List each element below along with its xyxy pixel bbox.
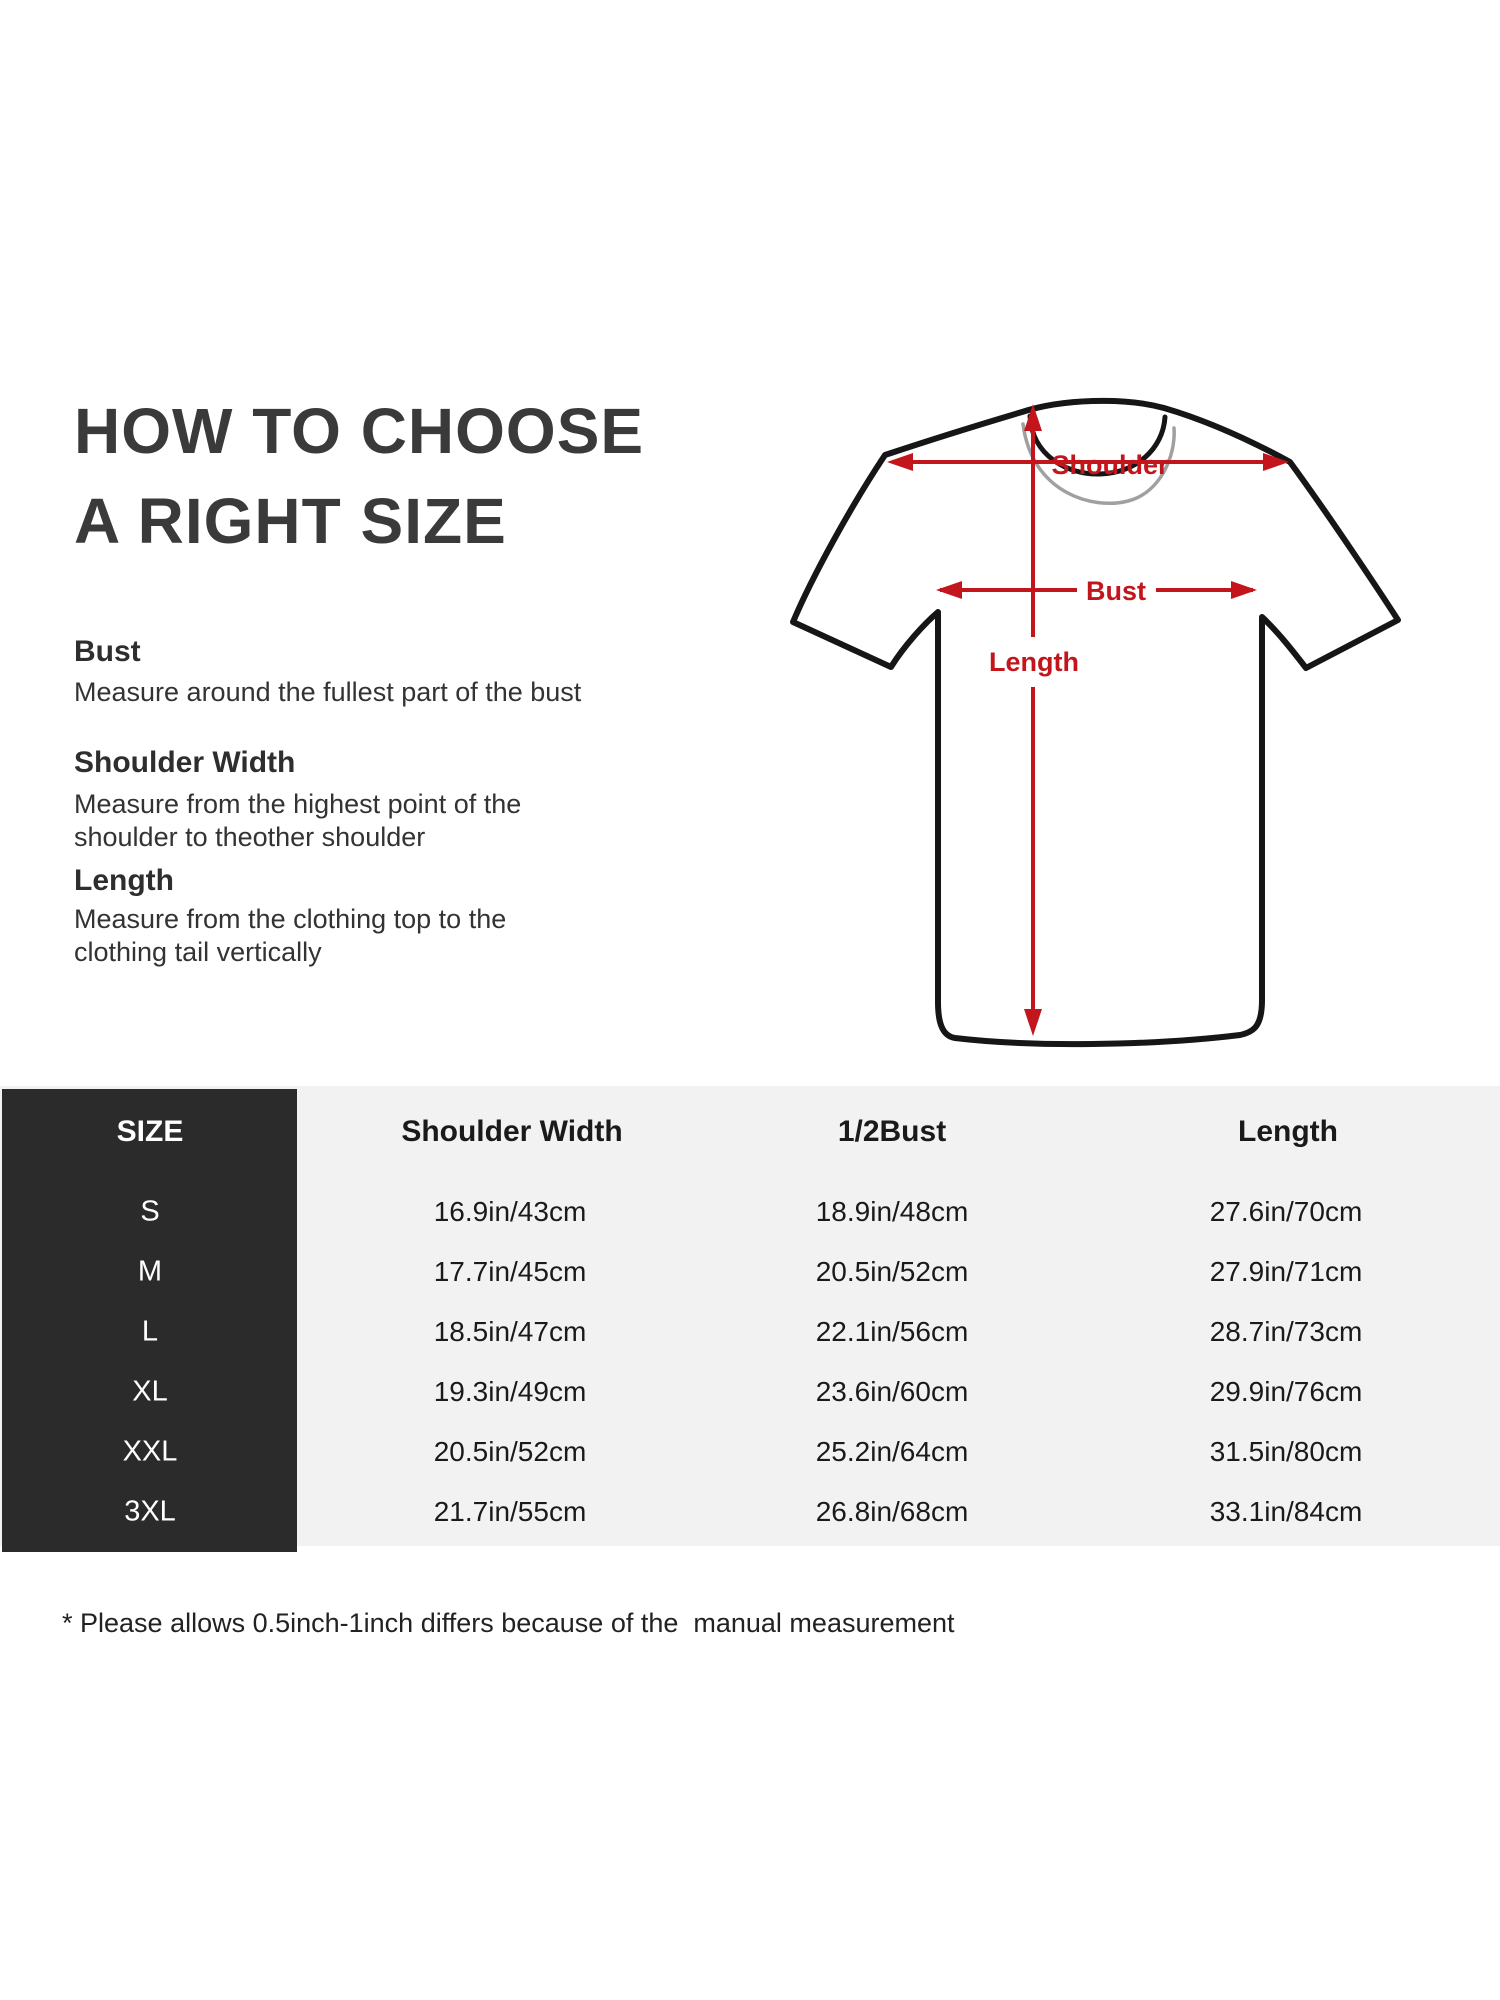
bust-section-heading: Bust: [74, 635, 141, 668]
measurement-disclaimer: * Please allows 0.5inch-1inch differs because of the manual measurement: [62, 1608, 955, 1638]
length-section-text-line-2: clothing tail vertically: [74, 937, 322, 967]
size-table-header-shoulder-width: Shoulder Width: [401, 1115, 623, 1148]
tshirt-measurement-diagram: [560, 295, 1460, 1085]
page-title-line-2: A RIGHT SIZE: [74, 485, 507, 557]
page-title-line-1: HOW TO CHOOSE: [74, 395, 645, 467]
size-table-header-length: Length: [1238, 1115, 1338, 1148]
size-table-row-xxl-shoulder: 20.5in/52cm: [433, 1436, 587, 1467]
size-table-row-l-shoulder: 18.5in/47cm: [433, 1316, 587, 1347]
size-table-row-xxl-length: 31.5in/80cm: [1209, 1436, 1363, 1467]
size-table-row-xl-shoulder: 19.3in/49cm: [433, 1376, 587, 1407]
size-table-header-half-bust: 1/2Bust: [837, 1115, 947, 1148]
size-table-row-l-bust: 22.1in/56cm: [815, 1316, 969, 1347]
size-table-row-l-label: L: [141, 1315, 159, 1348]
size-table-row-3xl-length: 33.1in/84cm: [1209, 1496, 1363, 1527]
size-table-row-m-bust: 20.5in/52cm: [815, 1256, 969, 1287]
size-table-row-xl-bust: 23.6in/60cm: [815, 1376, 969, 1407]
size-table-row-m-shoulder: 17.7in/45cm: [433, 1256, 587, 1287]
size-table-row-s-shoulder: 16.9in/43cm: [433, 1196, 587, 1227]
size-table-row-3xl-bust: 26.8in/68cm: [815, 1496, 969, 1527]
bust-section-text: Measure around the fullest part of the bust: [74, 677, 582, 707]
size-table-row-3xl-label: 3XL: [124, 1495, 176, 1528]
size-table-row-s-bust: 18.9in/48cm: [815, 1196, 969, 1227]
length-measure-label: Length: [989, 647, 1079, 677]
size-table-row-xxl-label: XXL: [122, 1435, 178, 1468]
size-table-row-s-label: S: [140, 1195, 160, 1228]
length-section-heading: Length: [74, 864, 174, 897]
shoulder-width-section-text-line-2: shoulder to theother shoulder: [74, 822, 426, 852]
size-table-row-3xl-shoulder: 21.7in/55cm: [433, 1496, 587, 1527]
length-section-text-line-1: Measure from the clothing top to the: [74, 904, 507, 934]
size-table-row-m-label: M: [137, 1255, 163, 1288]
tshirt-outline: [793, 401, 1398, 1044]
size-table-header-size: SIZE: [116, 1115, 184, 1148]
size-table-row-xl-label: XL: [132, 1375, 168, 1408]
size-table-row-l-length: 28.7in/73cm: [1209, 1316, 1363, 1347]
size-table-row-xl-length: 29.9in/76cm: [1209, 1376, 1363, 1407]
shoulder-width-section-text-line-1: Measure from the highest point of the: [74, 789, 522, 819]
shoulder-measure-label: Shoulder: [1051, 450, 1169, 480]
bust-measure-label: Bust: [1086, 576, 1146, 606]
size-table-row-xxl-bust: 25.2in/64cm: [815, 1436, 969, 1467]
size-table-row-s-length: 27.6in/70cm: [1209, 1196, 1363, 1227]
shoulder-width-section-heading: Shoulder Width: [74, 746, 296, 779]
size-table-row-m-length: 27.9in/71cm: [1209, 1256, 1363, 1287]
